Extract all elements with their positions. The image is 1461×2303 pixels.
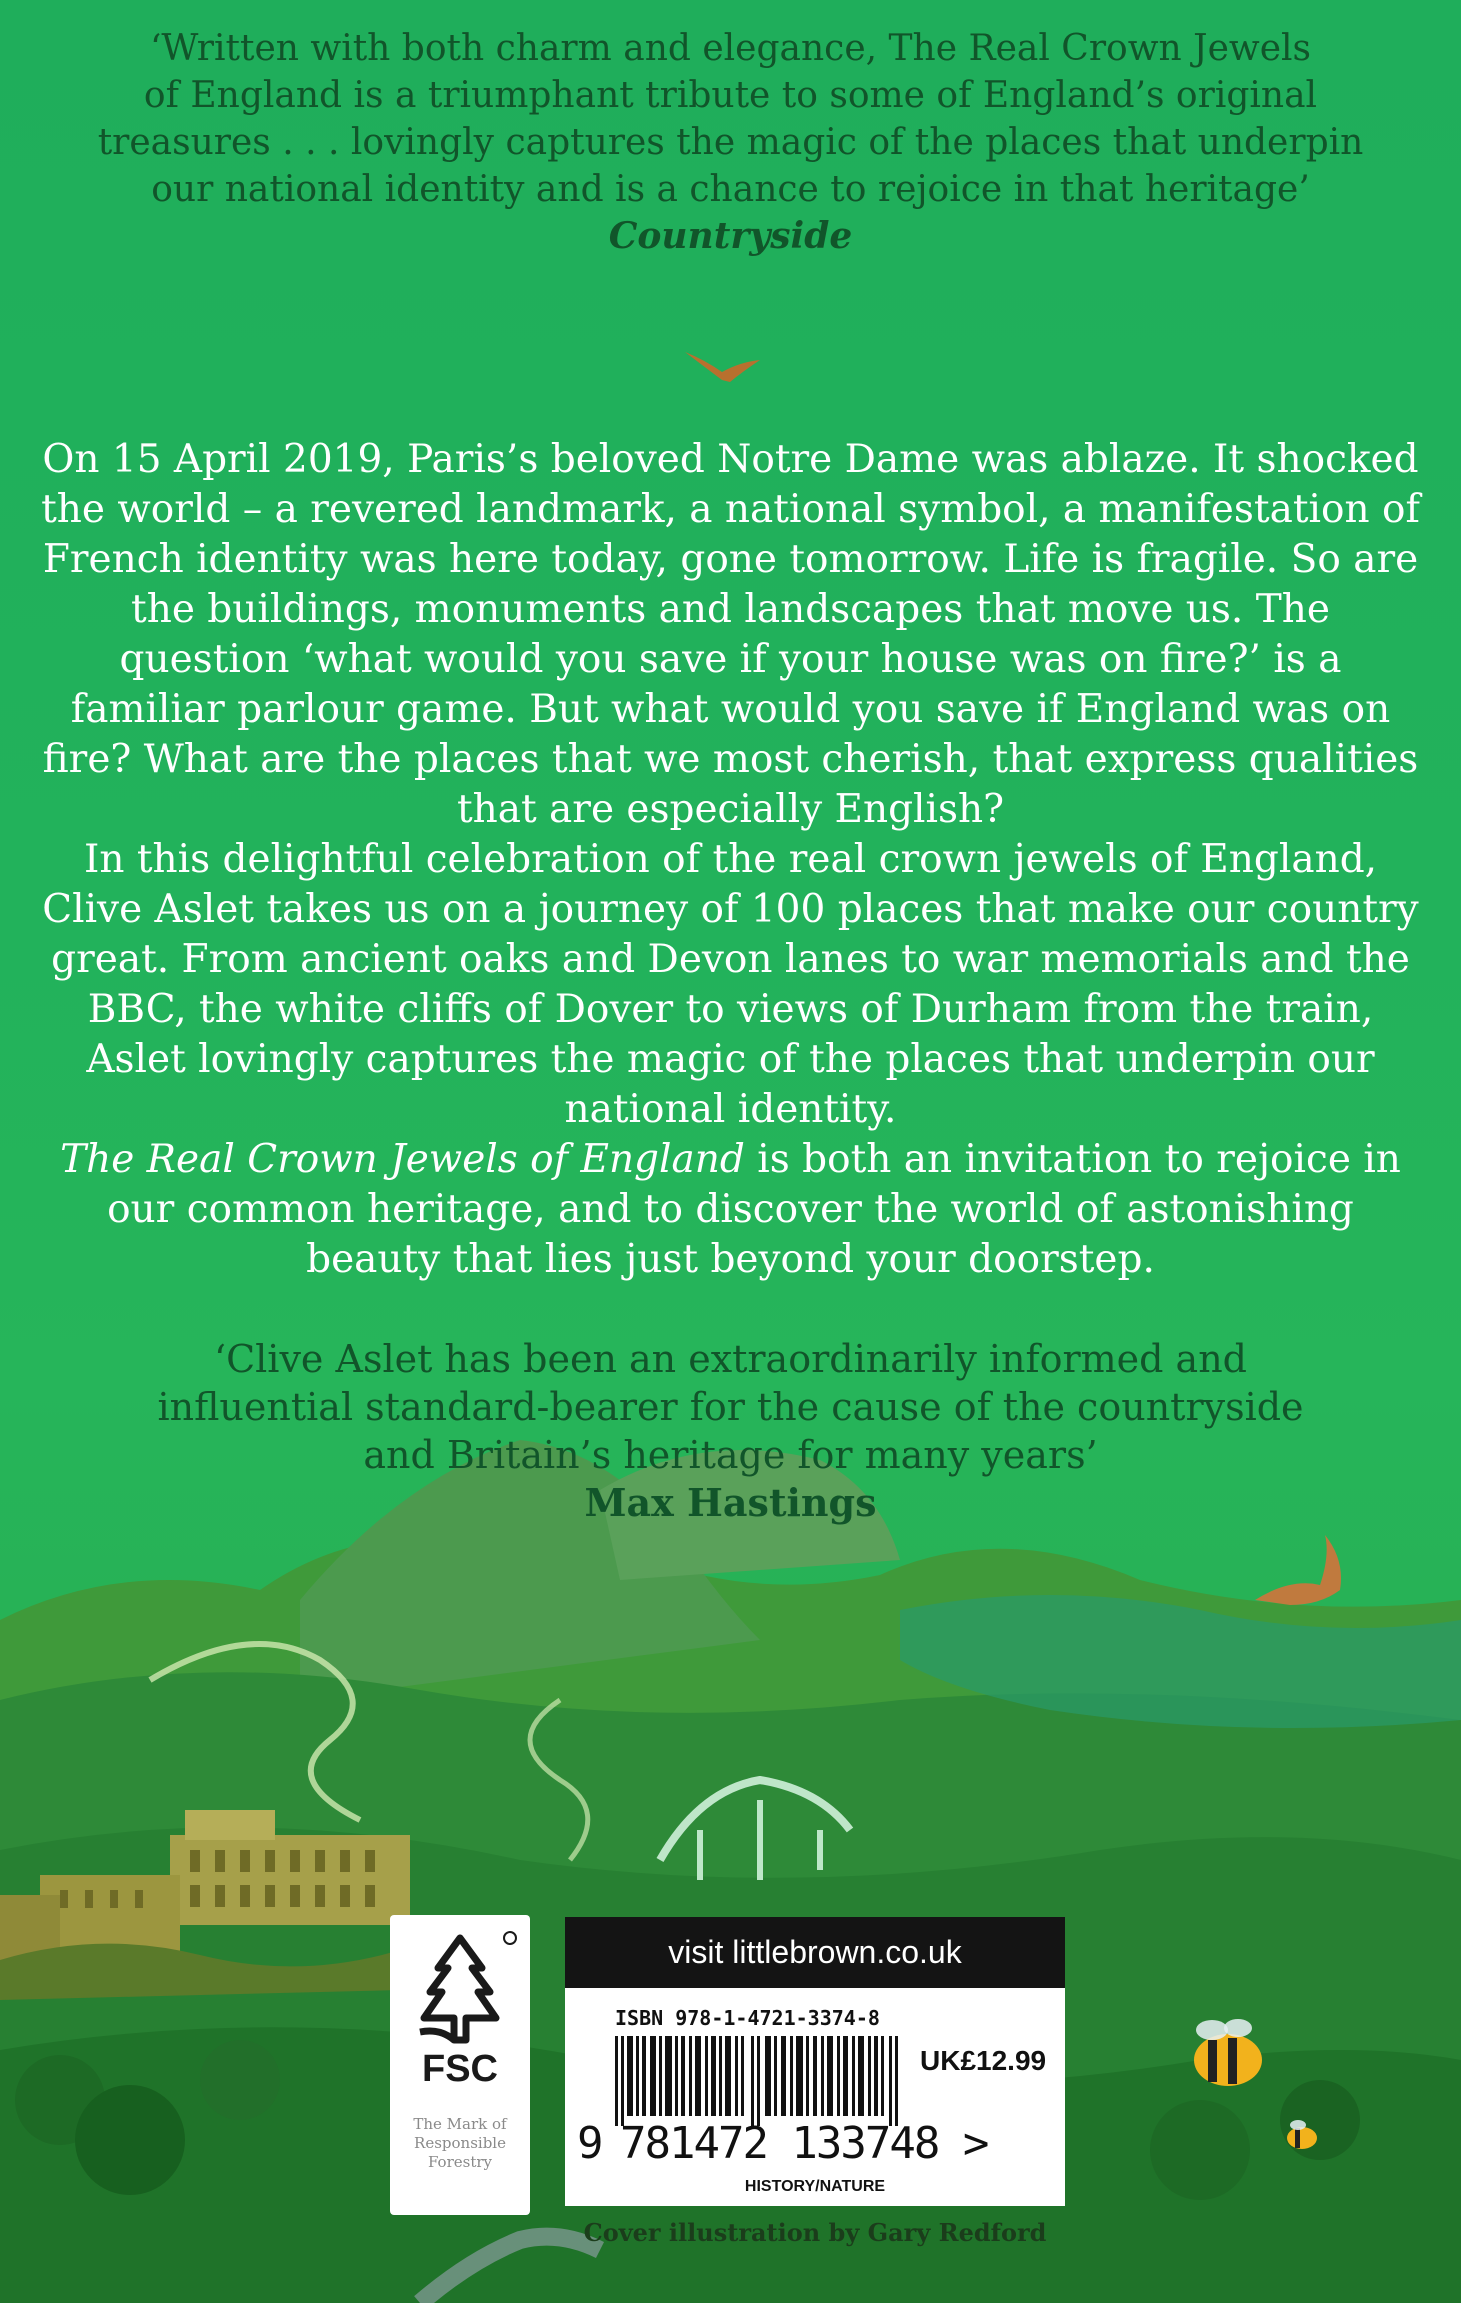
blurb-paragraph: In this delightful celebration of the real crown jewels of England, Clive Aslet takes us on a journey of 100 places that make our country great. From ancient oaks and Devon lanes to war memorials and the BBC, the white cliffs of Dover to views of Durham from the train, Aslet lovingly captures the magic of the places that underpin our national identity. bbox=[42, 837, 1419, 1132]
quote-line: influential standard-bearer for the cause of the countryside bbox=[157, 1385, 1304, 1429]
isbn-text: ISBN 978-1-4721-3374-8 bbox=[615, 2006, 880, 2030]
ean-first-digit: 9 bbox=[577, 2118, 604, 2169]
cover-credit: Cover illustration by Gary Redford bbox=[583, 2218, 1047, 2247]
quote-line: and Britain’s heritage for many years’ bbox=[363, 1433, 1098, 1477]
quote-attribution: Max Hastings bbox=[584, 1480, 877, 1525]
price-label: UK£12.99 bbox=[920, 2045, 1047, 2076]
bird-icon bbox=[685, 352, 760, 382]
bottom-review-quote bbox=[120, 1335, 1341, 1527]
publisher-website: visit littlebrown.co.uk bbox=[565, 1917, 1065, 1988]
quote-line: our national identity and is a chance to rejoice in that heritage’ bbox=[151, 169, 1310, 210]
fsc-label: FSC bbox=[422, 2048, 498, 2090]
flying-bird-icon bbox=[1255, 1535, 1341, 1605]
quote-line: treasures . . . lovingly captures the magic of the places that underpin bbox=[97, 122, 1364, 163]
quote-line: ‘Written with both charm and elegance, The Real Crown Jewels bbox=[149, 28, 1312, 69]
quote-attribution: Countryside bbox=[608, 215, 853, 257]
fsc-badge bbox=[390, 1915, 530, 2215]
fsc-tagline: The Mark of Responsible Forestry bbox=[413, 2115, 507, 2171]
category-label: HISTORY/NATURE bbox=[744, 2178, 886, 2195]
barcode-bars bbox=[615, 2036, 905, 2126]
fsc-tree-icon bbox=[390, 1920, 530, 2050]
blurb-text: is both an invitation to rejoice in our common heritage, and to discover the world of astonishing beauty that lies just beyond your doorstep. bbox=[107, 1137, 1401, 1282]
ean-digits: 781472 133748 > bbox=[620, 2118, 988, 2169]
isbn-barcode bbox=[565, 1988, 1065, 2206]
bee-icon bbox=[1194, 2019, 1262, 2086]
blurb-paragraph: On 15 April 2019, Paris’s beloved Notre Dame was ablaze. It shocked the world – a revered landmark, a national symbol, a manifestation of French identity was here today, gone tomorrow. Life is fragile. So are the buildings, monuments and landscapes that move us. The question ‘what would you save if your house was on fire?’ is a familiar parlour game. But what would you save if England was on fire? What are the places that we most cherish, that express qualities that are especially English? bbox=[41, 437, 1420, 832]
quote-line: ‘Clive Aslet has been an extraordinarily informed and bbox=[214, 1337, 1247, 1381]
book-title: The Real Crown Jewels of England bbox=[60, 1137, 745, 1182]
quote-line: of England is a triumphant tribute to some of England’s original bbox=[143, 75, 1318, 116]
blurb-paragraph bbox=[40, 1135, 1421, 1285]
